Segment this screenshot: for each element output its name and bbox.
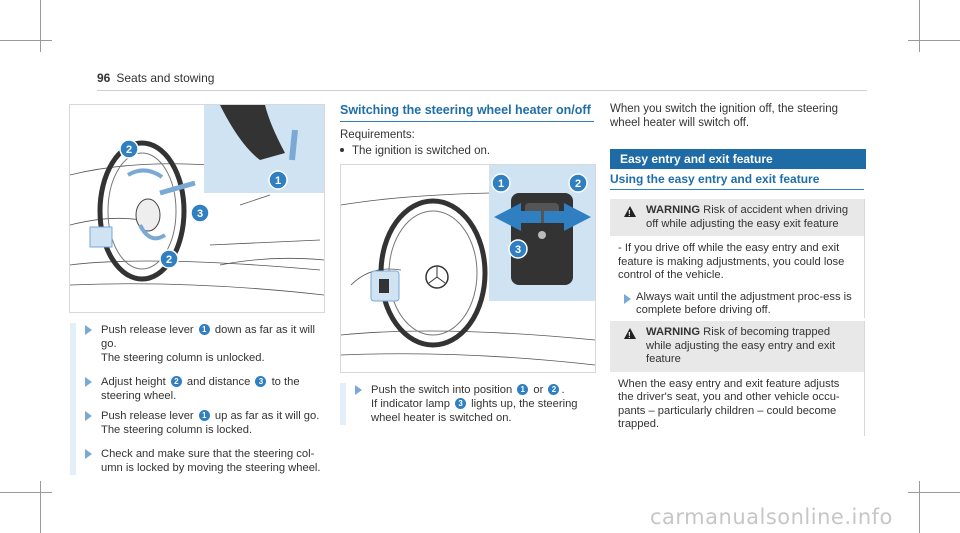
number-badge: 1	[517, 384, 528, 395]
step-result: lights up, the steering wheel heater is switched on.	[371, 398, 578, 424]
warning-label: WARNING	[646, 326, 701, 338]
requirement-text: The ignition is switched on.	[352, 145, 491, 157]
warning-box-accident	[610, 199, 865, 318]
page-number: 96	[97, 71, 111, 85]
crop-mark	[40, 0, 41, 52]
crop-mark	[40, 481, 41, 533]
section-bar: Easy entry and exit feature	[610, 149, 866, 169]
warning-header	[610, 321, 864, 372]
step-2	[87, 375, 332, 403]
step-result: The steering column is locked.	[101, 424, 253, 436]
step-4	[87, 447, 332, 475]
crop-mark	[0, 40, 52, 41]
step-text: Push the switch into position	[371, 384, 516, 396]
crop-mark	[919, 0, 920, 52]
page-header	[97, 71, 214, 85]
bullet-icon	[340, 148, 344, 152]
marker-2-top: 2	[125, 144, 133, 156]
crop-mark	[919, 481, 920, 533]
step-text: .	[561, 384, 565, 396]
step-1	[87, 323, 332, 365]
warning-body: - If you drive off while the easy entry and exit feature is making adjustments, you could lose control of the vehicle.	[618, 242, 845, 281]
steering-column-illustration	[70, 105, 324, 312]
number-badge: 2	[171, 376, 182, 387]
heading-underline	[610, 189, 864, 190]
step-arrow-icon	[355, 385, 362, 395]
watermark: carmanualsonline.info	[650, 505, 893, 529]
step-arrow-icon	[85, 325, 92, 335]
marker-1: 1	[274, 175, 282, 187]
step-text: or	[530, 384, 547, 396]
steering-column-figure	[69, 104, 325, 313]
step-text: up as far as it will go.	[211, 410, 320, 422]
warning-body: When the easy entry and exit feature adjusts the driver's seat, you and other vehicle occu-pants – particularly children – could become trapped.	[618, 377, 840, 430]
number-badge: 2	[548, 384, 559, 395]
step-text: Check and make sure that the steering col-umn is locked by moving the steering wheel.	[101, 448, 321, 474]
warning-title: Risk of becoming trapped while adjusting the easy entry and exit feature	[646, 326, 836, 365]
step-result: If indicator lamp	[371, 398, 454, 410]
warning-action-text: Always wait until the adjustment proc-ess is complete before driving off.	[636, 290, 852, 316]
requirement-item	[340, 145, 490, 157]
step-text: down as far as it will go.	[101, 324, 315, 350]
heater-switch-figure	[340, 164, 596, 373]
step-arrow-icon	[85, 411, 92, 421]
heater-heading: Switching the steering wheel heater on/off	[340, 103, 591, 117]
requirements-label: Requirements:	[340, 129, 415, 141]
number-badge: 1	[199, 410, 210, 421]
easy-entry-heading: Using the easy entry and exit feature	[610, 172, 820, 186]
warning-title: Risk of accident when driving off while adjusting the easy exit feature	[646, 204, 849, 230]
warning-label: WARNING	[646, 204, 701, 216]
marker-1: 1	[497, 178, 505, 190]
warning-box-trapped	[610, 321, 865, 436]
ignition-note: When you switch the ignition off, the steering wheel heater will switch off.	[610, 103, 839, 129]
marker-3: 3	[514, 244, 522, 256]
number-badge: 3	[255, 376, 266, 387]
crop-mark	[908, 492, 960, 493]
step-arrow-icon	[85, 377, 92, 387]
marker-2-bottom: 2	[165, 254, 173, 266]
marker-2: 2	[574, 178, 582, 190]
steering-adjust-steps	[70, 323, 332, 475]
header-divider	[97, 90, 867, 91]
step-3	[87, 409, 332, 437]
number-badge: 1	[199, 324, 210, 335]
step-text: Push release lever	[101, 324, 197, 336]
section-title: Seats and stowing	[116, 71, 215, 85]
crop-mark	[908, 40, 960, 41]
warning-icon	[624, 206, 636, 217]
heading-underline	[340, 121, 594, 122]
number-badge: 3	[455, 398, 466, 409]
heater-switch-illustration	[341, 165, 595, 372]
heater-step	[357, 383, 599, 425]
heater-steps	[340, 383, 599, 425]
step-arrow-icon	[85, 449, 92, 459]
marker-3: 3	[196, 208, 204, 220]
step-text: and distance	[183, 376, 254, 388]
crop-mark	[0, 492, 52, 493]
warning-icon	[624, 328, 636, 339]
step-text: Adjust height	[101, 376, 169, 388]
warning-action	[610, 283, 864, 318]
step-text: Push release lever	[101, 410, 197, 422]
step-text: to the steering wheel.	[101, 376, 300, 402]
warning-header	[610, 199, 864, 236]
step-arrow-icon	[624, 294, 631, 304]
step-result: The steering column is unlocked.	[101, 352, 265, 364]
